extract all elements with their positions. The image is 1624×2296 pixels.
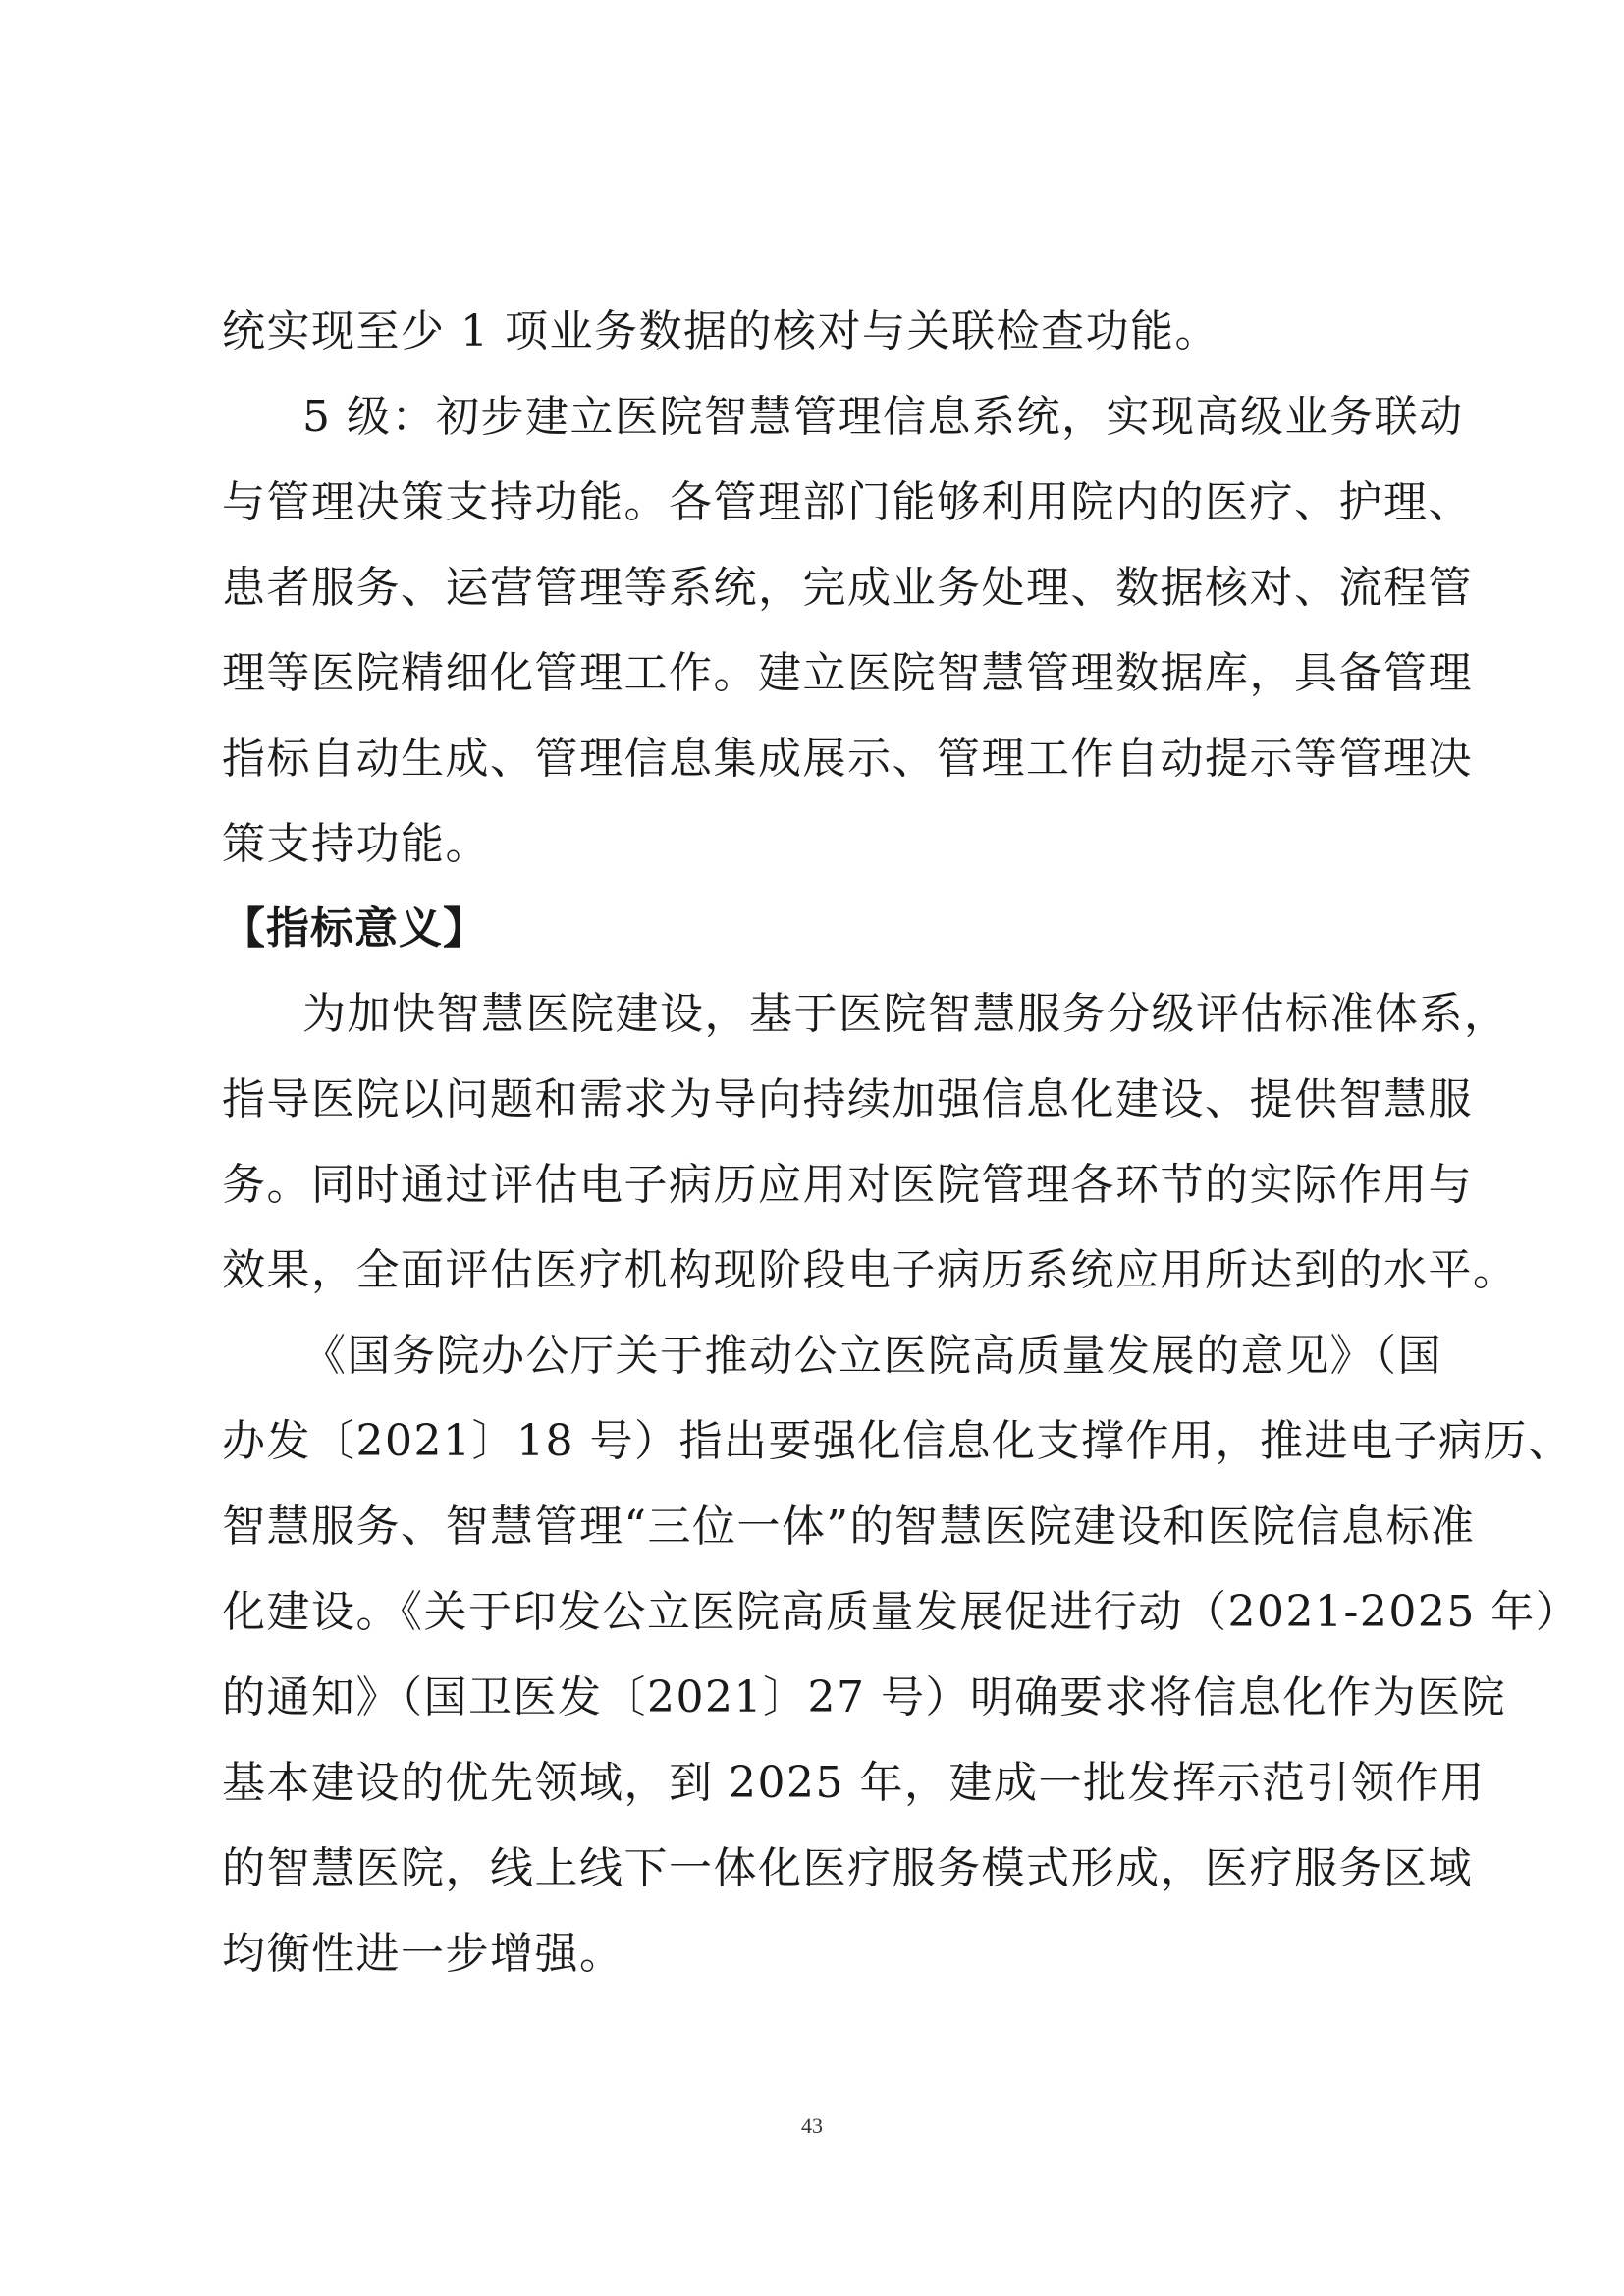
body-text-line: 指导医院以问题和需求为导向持续加强信息化建设、提供智慧服 — [222, 1074, 1473, 1124]
body-text-line: 与管理决策支持功能。各管理部门能够利用院内的医疗、护理、 — [222, 477, 1473, 527]
body-text-line: 的通知》（国卫医发〔2021〕27 号）明确要求将信息化作为医院 — [222, 1672, 1506, 1722]
body-text-line: 指标自动生成、管理信息集成展示、管理工作自动提示等管理决 — [222, 734, 1473, 784]
body-text-line: 为加快智慧医院建设，基于医院智慧服务分级评估标准体系， — [302, 989, 1509, 1039]
body-text-line: 办发〔2021〕18 号）指出要强化信息化支撑作用，推进电子病历、 — [222, 1416, 1573, 1466]
body-text-line: 化建设。《关于印发公立医院高质量发展促进行动（2021-2025 年） — [222, 1587, 1581, 1637]
page-number: 43 — [801, 2113, 823, 2138]
body-text-line: 基本建设的优先领域，到 2025 年，建成一批发挥示范引领作用 — [222, 1758, 1486, 1808]
body-text-line: 务。同时通过评估电子病历应用对医院管理各环节的实际作用与 — [222, 1160, 1473, 1210]
body-text-line: 患者服务、运营管理等系统，完成业务处理、数据核对、流程管 — [222, 563, 1473, 613]
body-text-line: 智慧服务、智慧管理“三位一体”的智慧医院建设和医院信息标准 — [222, 1502, 1476, 1552]
body-text-line: 的智慧医院，线上线下一体化医疗服务模式形成，医疗服务区域 — [222, 1843, 1473, 1893]
body-text-line: 效果，全面评估医疗机构现阶段电子病历系统应用所达到的水平。 — [222, 1245, 1518, 1295]
body-text-line: 统实现至少 1 项业务数据的核对与关联检查功能。 — [222, 306, 1219, 356]
body-text-line: 均衡性进一步增强。 — [222, 1929, 624, 1979]
body-text-line: 策支持功能。 — [222, 819, 490, 869]
body-text-line: 《国务院办公厅关于推动公立医院高质量发展的意见》（国 — [302, 1331, 1442, 1381]
body-text-line: 5 级：初步建立医院智慧管理信息系统，实现高级业务联动 — [302, 392, 1464, 442]
section-heading: 【指标意义】 — [222, 903, 487, 954]
body-text-line: 理等医院精细化管理工作。建立医院智慧管理数据库，具备管理 — [222, 648, 1473, 698]
